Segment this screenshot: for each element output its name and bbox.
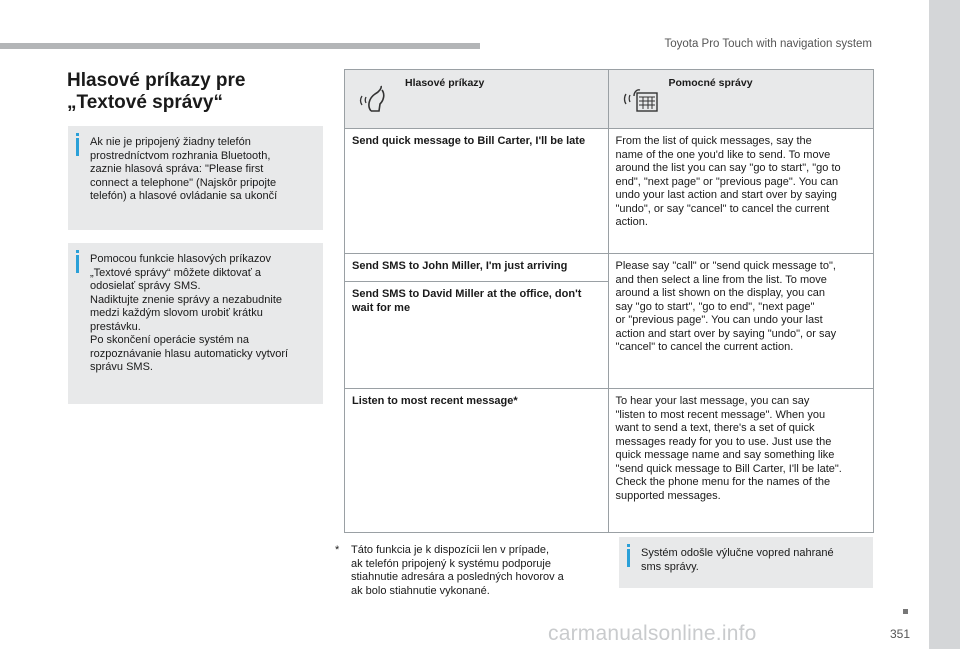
note-text: Systém odošle výlučne vopred nahrané sms správy. bbox=[641, 547, 834, 573]
section-title bbox=[67, 70, 327, 114]
running-header: Toyota Pro Touch with navigation system bbox=[664, 38, 872, 50]
voice-command-table bbox=[344, 69, 874, 533]
response-cell bbox=[608, 254, 874, 389]
voice-command-icon bbox=[357, 84, 393, 119]
column-header-help bbox=[608, 70, 874, 129]
section-title-line2: „Textové správy“ bbox=[67, 92, 223, 113]
response-cell bbox=[608, 389, 874, 533]
column-header-label: Hlasové príkazy bbox=[405, 77, 485, 89]
table-row bbox=[345, 254, 874, 282]
info-note-no-phone bbox=[68, 126, 323, 230]
response-text: From the list of quick messages, say the name of the one you'd like to send. To move around the list you can say "go to start", "go to end", "next page" or "previous page". You can undo your last action and start over by saying "undo", or say "cancel" to cancel the current action. bbox=[615, 135, 841, 228]
note-text: Pomocou funkcie hlasových príkazov „Textové správy“ môžete diktovať a odosielať správy SMS. Nadiktujte znenie správy a nezabudnite medzi každým slovom urobiť krátku prestávku. Po skončení operácie systém na rozpoznávanie hlasu automaticky vytvorí správu SMS. bbox=[90, 253, 289, 373]
table-header-row bbox=[345, 70, 874, 129]
footnote-marker: * bbox=[335, 544, 340, 556]
footnote bbox=[335, 544, 605, 598]
note-text: Ak nie je pripojený žiadny telefón prostredníctvom rozhrania Bluetooth, zaznie hlasová správa: "Please first connect a telephone" (Najskôr pripojte telefón) a hlasové ovládanie sa ukončí bbox=[90, 136, 278, 202]
info-note-sms bbox=[619, 537, 873, 588]
command-cell: Send quick message to Bill Carter, I'll be late bbox=[345, 129, 609, 254]
response-text: To hear your last message, you can say "listen to most recent message". When you want to send a text, there's a set of quick messages ready for you to use. Just use the quick message name and say something like "send quick message to Bill Carter, I'll be late". Check the phone menu for the names of the supported messages. bbox=[615, 395, 842, 502]
page-edge-strip bbox=[929, 0, 960, 649]
info-note-dictation bbox=[68, 243, 323, 404]
section-title-line1: Hlasové príkazy pre bbox=[67, 70, 246, 91]
table-row bbox=[345, 389, 874, 533]
info-icon bbox=[76, 255, 79, 273]
response-text: Please say "call" or "send quick message to", and then select a line from the list. To move around a list shown on the display, you can say "go to start", "go to end", "next page" or "previous page". You can undo your last action and start over by saying "undo", or say "cancel" to cancel the current action. bbox=[615, 260, 837, 353]
column-header-commands bbox=[345, 70, 609, 129]
watermark: carmanualsonline.info bbox=[548, 622, 757, 645]
header-rule bbox=[0, 43, 480, 49]
page-number: 351 bbox=[890, 627, 911, 641]
info-icon bbox=[627, 549, 630, 567]
page-marker-dot bbox=[903, 609, 908, 614]
column-header-label: Pomocné správy bbox=[668, 77, 753, 89]
response-cell bbox=[608, 129, 874, 254]
command-cell: Listen to most recent message* bbox=[345, 389, 609, 533]
command-cell: Send SMS to David Miller at the office, don't wait for me bbox=[345, 282, 609, 389]
command-cell: Send SMS to John Miller, I'm just arriving bbox=[345, 254, 609, 282]
info-icon bbox=[76, 138, 79, 156]
voice-help-icon bbox=[621, 84, 661, 121]
footnote-text: Táto funkcia je k dispozícii len v prípade, ak telefón pripojený k systému podporuje stiahnutie adresára a posledných hovorov a ak bolo stiahnutie vykonané. bbox=[351, 544, 564, 597]
table-row bbox=[345, 129, 874, 254]
